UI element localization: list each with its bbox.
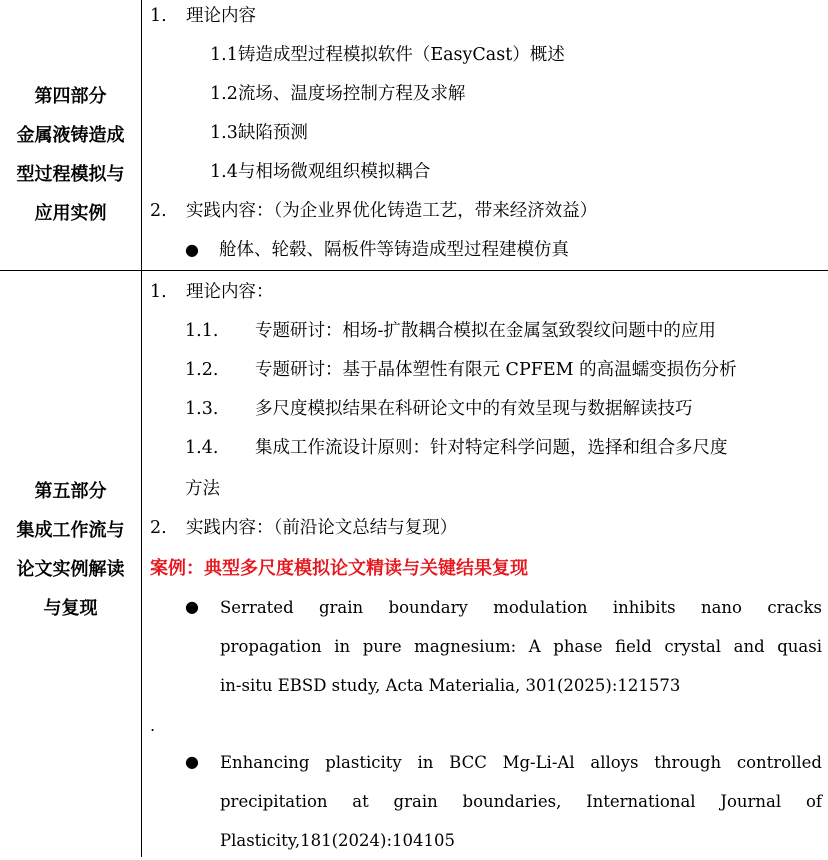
section4-item: 1.4与相场微观组织模拟耦合 bbox=[210, 162, 431, 182]
bullet-text: 舱体、轮毂、隔板件等铸造成型过程建模仿真 bbox=[219, 240, 569, 260]
table-vertical-divider bbox=[141, 0, 142, 857]
item-text: 集成工作流设计原则：针对特定科学问题，选择和组合多尺度 bbox=[255, 438, 728, 458]
item-text: 多尺度模拟结果在科研论文中的有效呈现与数据解读技巧 bbox=[255, 399, 693, 419]
case-heading: 案例：典型多尺度模拟论文精读与关键结果复现 bbox=[150, 558, 528, 579]
reference-line: propagation in pure magnesium: A phase field crystal and quasi bbox=[220, 637, 822, 656]
list-number: 1. bbox=[150, 6, 167, 26]
bullet-icon: ● bbox=[185, 240, 199, 259]
section4-title-line: 金属液铸造成 bbox=[16, 125, 125, 146]
theory-label: 理论内容 bbox=[186, 6, 256, 26]
section4-item: 1.2流场、温度场控制方程及求解 bbox=[210, 84, 466, 104]
reference-line: precipitation at grain boundaries, International Journal of bbox=[220, 792, 822, 811]
section4-theory-heading bbox=[150, 2, 822, 27]
item-number: 1.3. bbox=[185, 399, 219, 419]
item-number: 1.2. bbox=[185, 360, 219, 380]
section5-item bbox=[185, 395, 822, 420]
section5-item-continuation: 方法 bbox=[185, 479, 220, 499]
section5-item bbox=[185, 356, 822, 381]
section4-title-line: 第四部分 bbox=[34, 86, 107, 107]
practice-label: 实践内容：（为企业界优化铸造工艺，带来经济效益） bbox=[186, 201, 598, 221]
section4-bullet-item bbox=[185, 236, 822, 261]
section5-title-line: 论文实例解读 bbox=[16, 559, 125, 580]
reference-line: Enhancing plasticity in BCC Mg-Li-Al alloys through controlled bbox=[220, 753, 822, 772]
reference-line: in-situ EBSD study, Acta Materialia, 301(2025):121573 bbox=[220, 676, 681, 695]
reference-line: Serrated grain boundary modulation inhibits nano cracks bbox=[220, 598, 822, 617]
reference-line: Plasticity,181(2024):104105 bbox=[220, 831, 456, 850]
section4-title-line: 应用实例 bbox=[34, 203, 107, 224]
section4-title-line: 型过程模拟与 bbox=[16, 164, 125, 185]
section4-title bbox=[0, 77, 141, 233]
section5-title-line: 集成工作流与 bbox=[16, 520, 125, 541]
section4-practice-heading bbox=[150, 197, 822, 222]
list-number: 2. bbox=[150, 201, 167, 221]
list-number: 1. bbox=[150, 282, 167, 302]
section4-item: 1.3缺陷预测 bbox=[210, 123, 308, 143]
item-text: 专题研讨：相场-扩散耦合模拟在金属氢致裂纹问题中的应用 bbox=[255, 321, 716, 341]
section5-item bbox=[185, 317, 822, 342]
list-number: 2. bbox=[150, 518, 167, 538]
item-number: 1.1. bbox=[185, 321, 219, 341]
theory-label: 理论内容： bbox=[186, 282, 274, 302]
reference-item bbox=[220, 743, 822, 860]
section5-title-line: 第五部分 bbox=[34, 481, 107, 502]
reference-item bbox=[220, 588, 822, 705]
section5-item bbox=[185, 434, 822, 459]
item-number: 1.4. bbox=[185, 438, 219, 458]
bullet-icon: ● bbox=[185, 597, 199, 616]
table-row-divider bbox=[0, 270, 828, 271]
separator-dot: . bbox=[150, 716, 156, 735]
section5-title-line: 与复现 bbox=[43, 598, 98, 619]
bullet-icon: ● bbox=[185, 752, 199, 771]
section5-title bbox=[0, 472, 141, 628]
section4-item: 1.1铸造成型过程模拟软件（EasyCast）概述 bbox=[210, 45, 565, 65]
practice-label: 实践内容：（前沿论文总结与复现） bbox=[186, 518, 458, 538]
item-text: 专题研讨：基于晶体塑性有限元 CPFEM 的高温蠕变损伤分析 bbox=[255, 360, 737, 380]
section5-theory-heading bbox=[150, 278, 822, 303]
section5-practice-heading bbox=[150, 514, 822, 539]
